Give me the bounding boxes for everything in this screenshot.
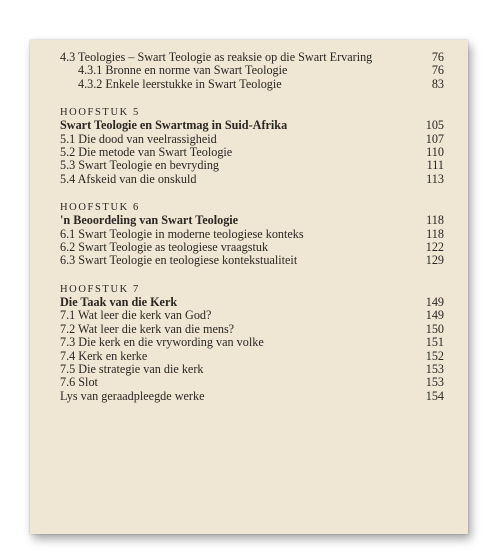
entry-label: 5.2 Die metode van Swart Teologie: [60, 145, 233, 160]
chapter-title-label: 'n Beoordeling van Swart Teologie: [60, 213, 239, 228]
toc-entry-6-3: [60, 254, 444, 267]
entry-label: 5.1 Die dood van veelrassigheid: [60, 131, 217, 146]
toc-entry-bibliography: [60, 390, 444, 403]
entry-page: 107: [425, 131, 444, 146]
chapter-title-7: [60, 296, 444, 309]
entry-page: 153: [425, 375, 444, 390]
chapter-heading-7: HOOFSTUK 7: [60, 283, 140, 295]
chapter-heading-6: HOOFSTUK 6: [60, 202, 140, 214]
entry-page: 154: [425, 388, 444, 403]
toc-entry-7-2: [60, 323, 444, 336]
entry-label: 7.6 Slot: [60, 375, 98, 390]
entry-page: 113: [426, 171, 444, 186]
entry-page: 129: [425, 253, 444, 268]
entry-label: 7.4 Kerk en kerke: [60, 348, 148, 363]
entry-page: 83: [431, 76, 444, 91]
entry-label: 5.4 Afskeid van die onskuld: [60, 171, 197, 186]
toc-entry-4-3-1: [60, 64, 444, 77]
entry-page: 149: [425, 294, 444, 309]
chapter-title-label: Die Taak van die Kerk: [60, 294, 178, 309]
entry-label: 6.3 Swart Teologie en teologiese kontekstualiteit: [60, 253, 298, 268]
entry-label: 6.2 Swart Teologie as teologiese vraagstuk: [60, 240, 269, 255]
toc-entry-7-5: [60, 363, 444, 376]
entry-label: 4.3 Teologies – Swart Teologie as reaksie op die Swart Ervaring: [60, 50, 373, 64]
toc-entry-5-1: [60, 133, 444, 146]
entry-label: 4.3.2 Enkele leerstukke in Swart Teologie: [78, 76, 282, 91]
toc-entry-5-2: [60, 146, 444, 159]
toc-entry-7-4: [60, 350, 444, 363]
entry-label: 4.3.1 Bronne en norme van Swart Teologie: [78, 63, 288, 78]
toc-entry-7-6: [60, 376, 444, 389]
entry-label: 5.3 Swart Teologie en bevryding: [60, 158, 220, 173]
chapter-title-5: [60, 119, 444, 132]
toc-entry-5-3: [60, 159, 444, 172]
entry-label: 7.1 Wat leer die kerk van God?: [60, 308, 212, 323]
toc-entry-4-3: [60, 51, 444, 64]
chapter-title-6: [60, 214, 444, 227]
entry-page: 122: [425, 240, 444, 255]
entry-page: 149: [425, 308, 444, 323]
entry-page: 153: [425, 361, 444, 376]
entry-page: 118: [426, 213, 444, 228]
entry-page: 111: [426, 158, 444, 173]
toc-entry-7-1: [60, 309, 444, 322]
entry-label: 7.2 Wat leer die kerk van die mens?: [60, 321, 235, 336]
book-page: [30, 40, 468, 534]
entry-label: 7.3 Die kerk en die vrywording van volke: [60, 335, 264, 350]
entry-page: 105: [425, 118, 444, 133]
entry-page: 118: [426, 226, 444, 241]
entry-page: 152: [425, 348, 444, 363]
toc-entry-4-3-2: [60, 78, 444, 91]
toc-entry-6-1: [60, 228, 444, 241]
toc-entry-7-3: [60, 336, 444, 349]
entry-page: 151: [425, 335, 444, 350]
entry-label: 6.1 Swart Teologie in moderne teologiese konteks: [60, 226, 304, 241]
chapter-title-label: Swart Teologie en Swartmag in Suid-Afrika: [60, 118, 288, 133]
entry-label: Lys van geraadpleegde werke: [60, 388, 205, 403]
toc-entry-6-2: [60, 241, 444, 254]
entry-page: 150: [425, 321, 444, 336]
entry-page: 76: [431, 50, 444, 64]
entry-page: 110: [426, 145, 444, 160]
chapter-heading-5: HOOFSTUK 5: [60, 107, 140, 119]
table-of-contents: [60, 51, 444, 403]
toc-entry-5-4: [60, 173, 444, 186]
entry-page: 76: [431, 63, 444, 78]
entry-label: 7.5 Die strategie van die kerk: [60, 361, 204, 376]
